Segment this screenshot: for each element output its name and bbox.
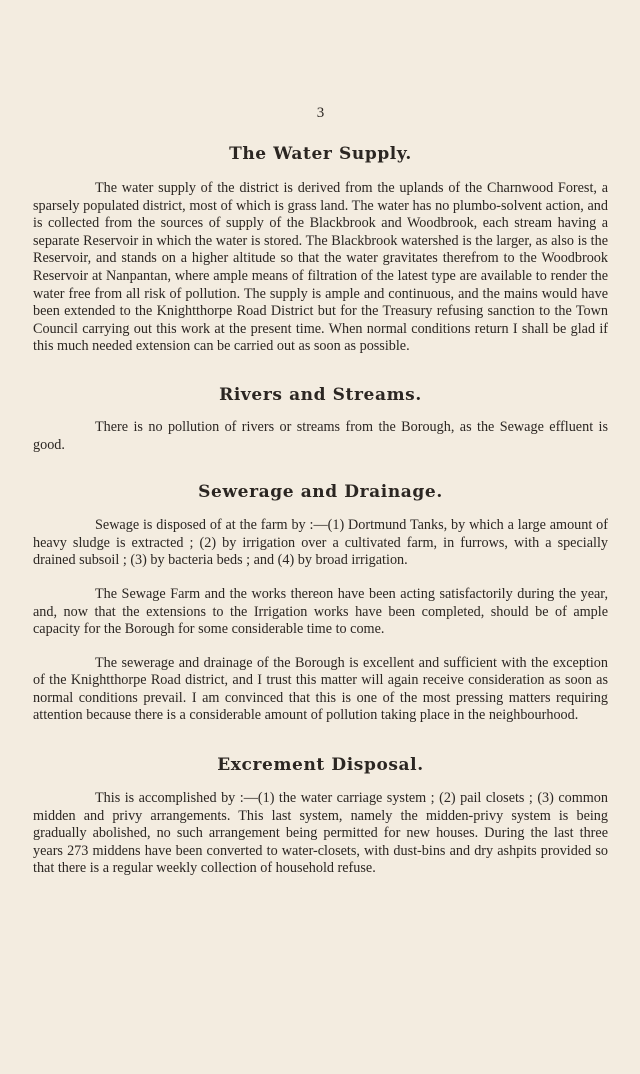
paragraph: This is accomplished by :—(1) the water carriage system ; (2) pail closets ; (3) common midden and privy arrangements. This last system, namely the midden-privy system is being gradually abolished, no such arrangement being permitted for new houses. During the last three years 273 middens have been converted to water-closets, with dust-bins and dry ashpits provided so that there is a regular weekly collection of household refuse. bbox=[33, 790, 608, 877]
section-water-supply bbox=[33, 142, 608, 356]
paragraph: The Sewage Farm and the works thereon have been acting satisfactorily during the year, and, now that the extensions to the Irrigation works have been completed, should be of ample capacity for the Borough for some considerable time to come. bbox=[33, 585, 608, 638]
paragraph: Sewage is disposed of at the farm by :—(1) Dortmund Tanks, by which a large amount of heavy sludge is extracted ; (2) by irrigation over a cultivated farm, in furrows, with a specially drained subsoil ; (3) by bacteria beds ; and (4) by broad irrigation. bbox=[33, 517, 608, 569]
paragraph: The sewerage and drainage of the Borough is excellent and sufficient with the exception of the Knightthorpe Road district, and I trust this matter will again receive consideration as soon as normal conditions prevail. I am convinced that this is one of the most pressing matters requiring attention because there is a considerable amount of pollution taking place in the neighbourhood. bbox=[33, 654, 608, 724]
paragraph: There is no pollution of rivers or streams from the Borough, as the Sewage effluent is good. bbox=[33, 418, 608, 453]
section-excrement-disposal bbox=[33, 753, 608, 878]
section-heading: Excrement Disposal. bbox=[217, 755, 424, 776]
section-rivers-and-streams bbox=[33, 383, 608, 454]
page-number: 3 bbox=[316, 105, 325, 121]
section-sewerage-and-drainage bbox=[33, 480, 608, 725]
paragraph: The water supply of the district is derived from the uplands of the Charnwood Forest, a sparsely populated district, most of which is grass land. The water has no plumbo-solvent action, and is collected from the sources of supply of the Blackbrook and Woodbrook, each stream having a separate Reservoir in which the water is stored. The Blackbrook watershed is the larger, as also is the Reservoir, and stands on a higher altitude so that the water gravitates therefrom to the Woodbrook Reservoir at Nanpantan, where ample means of filtration of the latest type are available to render the water free from all risk of pollution. The supply is ample and continuous, and the mains would have been extended to the Knightthorpe Road District but for the Treasury refusing sanction to the Town Council carrying out this work at the present time. When normal conditions return I shall be glad if this much needed extension can be carried out as soon as possible. bbox=[33, 180, 608, 355]
section-heading: The Water Supply. bbox=[229, 144, 412, 164]
section-heading: Rivers and Streams. bbox=[219, 384, 422, 405]
section-heading: Sewerage and Drainage. bbox=[198, 482, 443, 503]
